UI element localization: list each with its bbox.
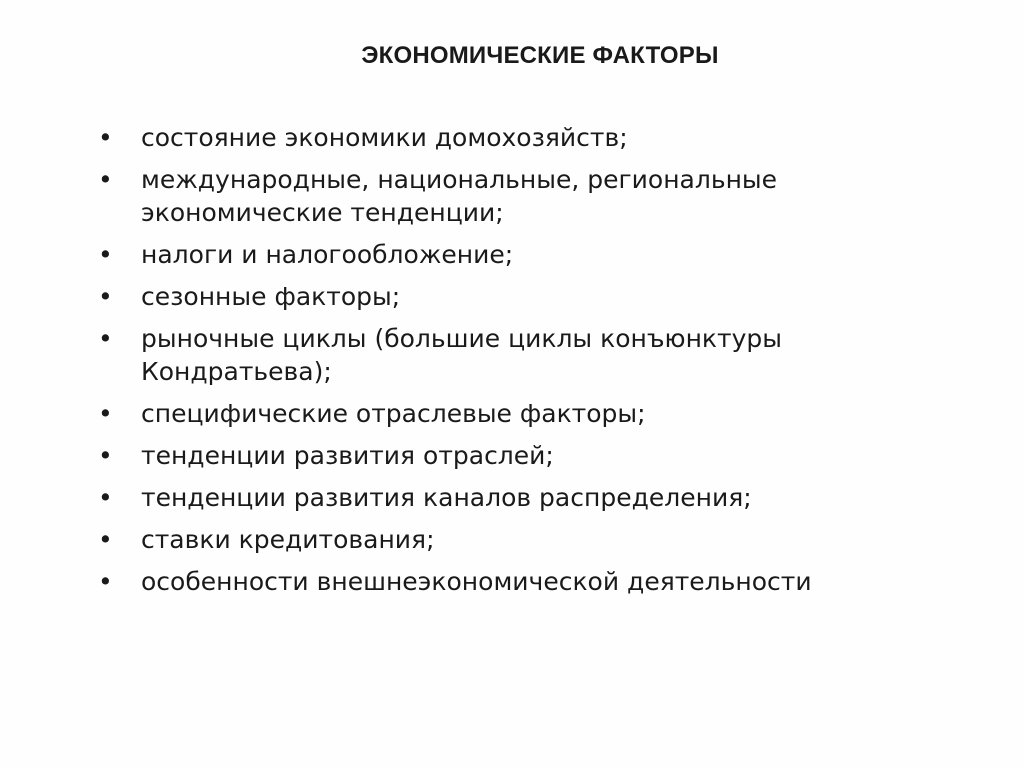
list-item-text: международные, национальные, региональные экономические тенденции; [141,165,778,227]
slide-title: ЭКОНОМИЧЕСКИЕ ФАКТОРЫ [361,42,719,69]
list-item [98,322,978,388]
bullet-icon: • [98,525,113,554]
bullet-icon: • [98,567,113,596]
list-item-text: особенности внешнеэкономической деятельности [141,567,812,596]
list-item [98,163,978,229]
list-item-text: тенденции развития каналов распределения; [141,483,752,512]
list-item-text: налоги и налогообложение; [141,240,514,269]
list-item-text: состояние экономики домохозяйств; [141,123,628,152]
list-item [98,439,978,472]
list-item [98,523,978,556]
bullet-icon: • [98,324,113,353]
list-item [98,238,978,271]
list-item-text: сезонные факторы; [141,282,401,311]
list-item-text: тенденции развития отраслей; [141,441,554,470]
bullet-list [98,121,978,607]
list-item [98,397,978,430]
list-item [98,565,978,598]
bullet-icon: • [98,123,113,152]
bullet-icon: • [98,399,113,428]
bullet-icon: • [98,165,113,194]
bullet-icon: • [98,282,113,311]
list-item [98,481,978,514]
list-item [98,121,978,154]
list-item-text: специфические отраслевые факторы; [141,399,646,428]
list-item-text: рыночные циклы (большие циклы конъюнктуры Кондратьева); [141,324,782,386]
list-item [98,280,978,313]
list-item-text: ставки кредитования; [141,525,435,554]
bullet-icon: • [98,441,113,470]
bullet-icon: • [98,483,113,512]
bullet-icon: • [98,240,113,269]
